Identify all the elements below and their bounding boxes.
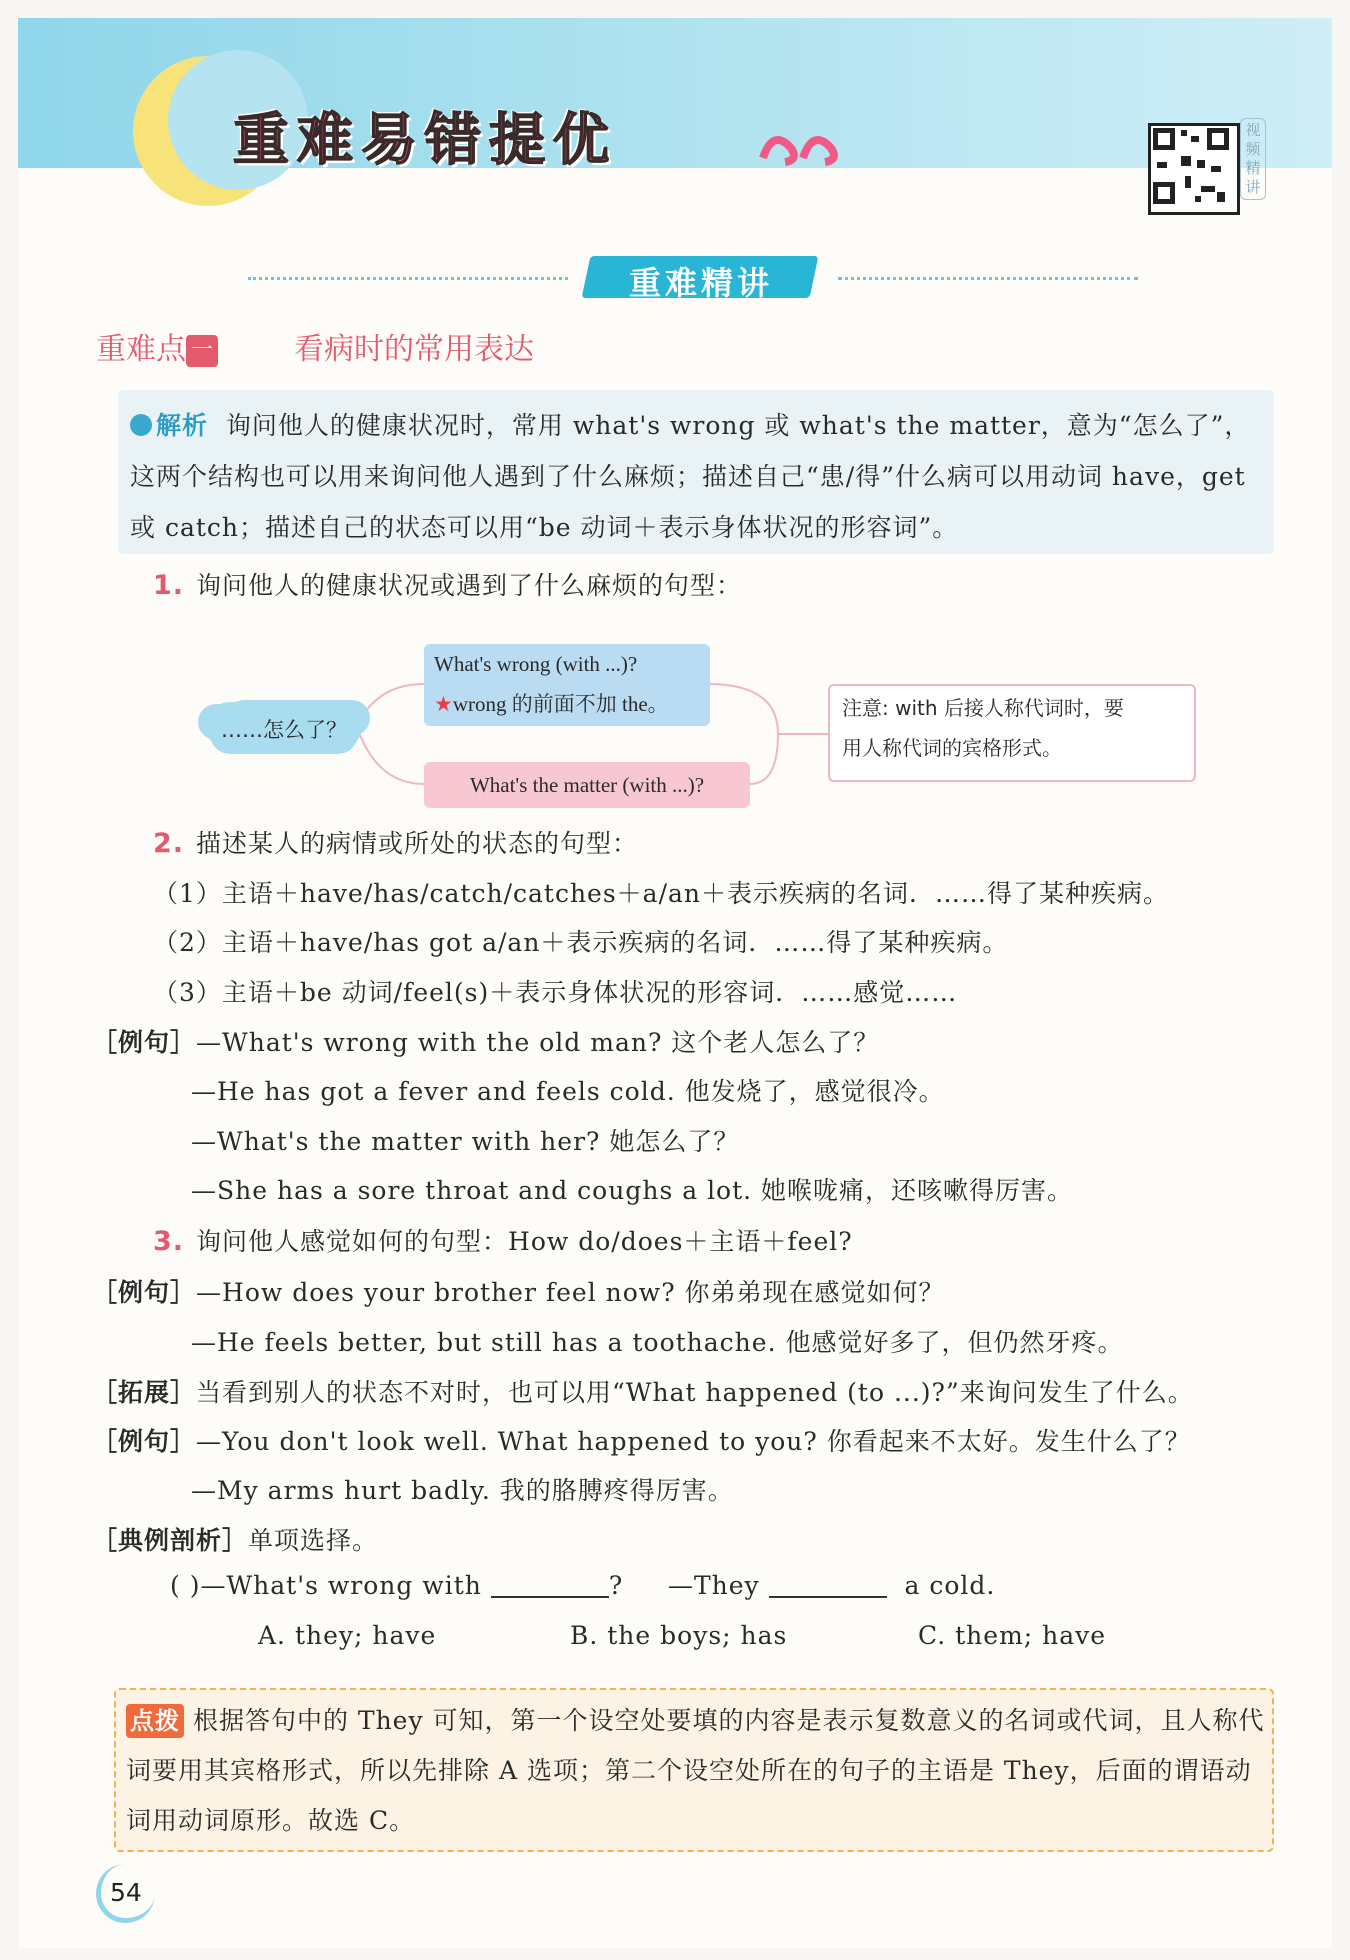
point-2-item: （3）主语＋be 动词/feel(s)＋表示身体状况的形容词．……感觉…… xyxy=(153,978,958,1007)
extend-block: ［拓展］当看到别人的状态不对时，也可以用“What happened (to ...)?”来询问发生了什么。 xyxy=(92,1378,1194,1407)
example-line: —What's the matter with her? 她怎么了？ xyxy=(191,1127,740,1156)
section-band xyxy=(248,256,1138,302)
answer-blank[interactable] xyxy=(491,1574,609,1598)
point-2-item: （1）主语＋have/has/catch/catches＋a/an＋表示疾病的名词．……得了某种疾病。 xyxy=(153,879,1170,908)
option-b[interactable]: B. the boys; has xyxy=(570,1621,788,1650)
point-2-item: （2）主语＋have/has got a/an＋表示疾病的名词．……得了某种疾病。 xyxy=(153,928,1009,957)
page xyxy=(18,18,1332,1948)
banner-title: 重难易错提优 xyxy=(233,108,617,173)
example-line: —My arms hurt badly. 我的胳膊疼得厉害。 xyxy=(191,1476,734,1505)
example-block: ［例句］—You don't look well. What happened to you? 你看起来不太好。发生什么了？ xyxy=(92,1427,1191,1456)
pin-icon xyxy=(130,414,152,436)
mind-map-diagram xyxy=(178,638,1208,818)
analysis-tag: 解析 xyxy=(156,411,209,440)
answer-blank[interactable] xyxy=(769,1574,887,1598)
point-2-heading: 2. 描述某人的病情或所处的状态的句型： xyxy=(153,828,639,859)
key-point-number: 一 xyxy=(186,335,218,367)
exercise-heading: ［典例剖析］单项选择。 xyxy=(92,1526,379,1555)
key-point-label: 重难点 一 xyxy=(96,324,218,368)
example-line: —He has got a fever and feels cold. 他发烧了，感觉很冷。 xyxy=(191,1077,945,1106)
qr-label: 视频精讲 xyxy=(1240,118,1266,200)
example-line: —She has a sore throat and coughs a lot. 她喉咙痛，还咳嗽得厉害。 xyxy=(191,1176,1074,1205)
point-1-heading: 1. 询问他人的健康状况或遇到了什么麻烦的句型： xyxy=(153,570,743,601)
key-point-title: 看病时的常用表达 xyxy=(294,332,534,367)
example-line: —He feels better, but still has a toothache. 他感觉好多了，但仍然牙疼。 xyxy=(191,1328,1124,1357)
star-icon: ★ xyxy=(434,692,453,716)
analysis-box xyxy=(118,390,1274,554)
tip-tag: 点拨 xyxy=(126,1704,184,1738)
exercise-question: ( )—What's wrong with ? —They a cold. xyxy=(170,1571,996,1600)
option-c[interactable]: C. them; have xyxy=(918,1621,1107,1650)
note-box: 注意: with 后接人称代词时，要 用人称代词的宾格形式。 xyxy=(828,684,1196,782)
analysis-text: 询问他人的健康状况时，常用 what's wrong 或 what's the matter，意为“怎么了”，这两个结构也可以用来询问他人遇到了什么麻烦；描述自己“患/得”什么病可以用动词 have，get 或 catch；描述自己的状态可以用“be 动词＋表示身体状况的形容词”。 xyxy=(130,411,1251,542)
qr-code-icon[interactable] xyxy=(1148,123,1240,215)
option-a[interactable]: A. they; have xyxy=(258,1621,437,1650)
page-number: 54 xyxy=(110,1878,142,1907)
header-banner xyxy=(18,18,1332,173)
point-3-heading: 3. 询问他人感觉如何的句型：How do/does＋主语＋feel? xyxy=(153,1226,853,1257)
tip-box xyxy=(114,1688,1274,1852)
swirl-icon xyxy=(753,118,863,178)
example-block: ［例句］—What's wrong with the old man? 这个老人怎么了？ xyxy=(92,1028,880,1057)
pattern-box-wrong: What's wrong (with ...)? ★wrong 的前面不加 the。 xyxy=(424,644,710,726)
section-title: 重难精讲 xyxy=(628,264,773,302)
cloud-text: ……怎么了？ xyxy=(221,718,347,742)
example-block: ［例句］—How does your brother feel now? 你弟弟现在感觉如何？ xyxy=(92,1278,945,1307)
pattern-box-matter: What's the matter (with ...)? xyxy=(424,762,750,808)
tip-text: 根据答句中的 They 可知，第一个设空处要填的内容是表示复数意义的名词或代词，且人称代词要用其宾格形式，所以先排除 A 选项；第二个设空处所在的句子的主语是 They，后面的谓语动词用动词原形。故选 C。 xyxy=(126,1706,1265,1835)
